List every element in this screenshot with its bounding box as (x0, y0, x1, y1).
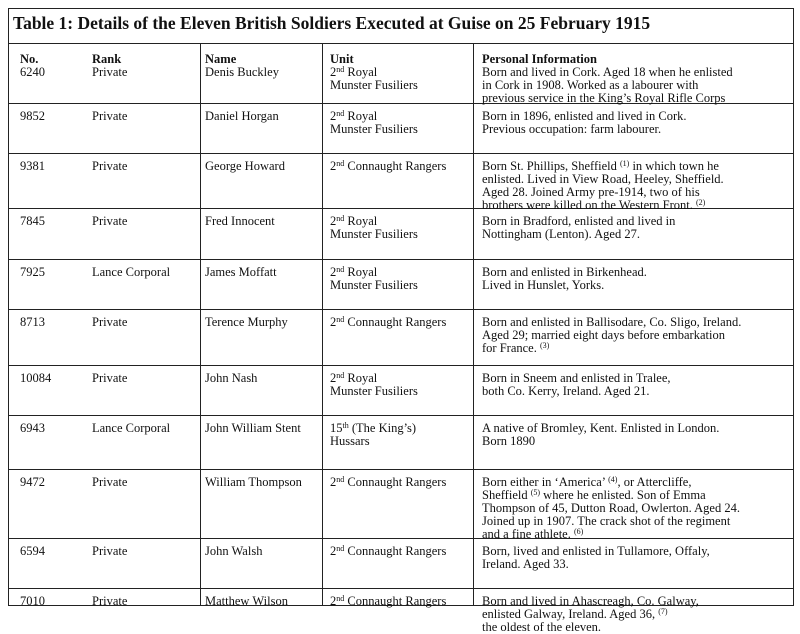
cell-personal-information: Born, lived and enlisted in Tullamore, Offaly, Ireland. Aged 33. (482, 544, 710, 571)
cell-unit: 2nd Royal Munster Fusiliers (330, 65, 418, 92)
cell-name: Daniel Horgan (205, 109, 279, 123)
row-divider (8, 588, 794, 589)
cell-unit: 2nd Connaught Rangers (330, 544, 447, 558)
column-divider (200, 43, 201, 606)
cell-rank: Private (92, 65, 128, 79)
cell-name: James Moffatt (205, 265, 277, 279)
cell-personal-information: Born either in ‘America’ $^{(4)}$, or Attercliffe, Sheffield $^{(5)}$ where he enlisted. Son of Emma Thompson of 45, Dutton Road, Owlerton. Aged 24. Joined up in 1907. The crack shot of the regiment and a fine athlete. $^{(6)}$ (482, 475, 740, 541)
cell-personal-information: Born St. Phillips, Sheffield $^{(1)}$ in which town he enlisted. Lived in View Road, Heeley, Sheffield. Aged 28. Joined Army pre-1914, two of his brothers were killed on the Western Front. $^{(2)}$ (482, 159, 724, 212)
cell-personal-information: Born and lived in Cork. Aged 18 when he enlisted in Cork in 1908. Worked as a labourer with previous service in the King’s Royal Rifle Corps (482, 65, 733, 105)
cell-personal-information: Born in Bradford, enlisted and lived in Nottingham (Lenton). Aged 27. (482, 214, 676, 241)
cell-rank: Private (92, 371, 128, 385)
cell-no: 7925 (20, 265, 45, 279)
header-unit: Unit (330, 52, 354, 66)
cell-name: John Nash (205, 371, 258, 385)
cell-no: 6594 (20, 544, 45, 558)
cell-rank: Private (92, 594, 128, 608)
row-divider (8, 469, 794, 470)
cell-personal-information: Born and enlisted in Ballisodare, Co. Sligo, Ireland. Aged 29; married eight days before embarkation for France. $^{(3)}$ (482, 315, 742, 355)
row-divider (8, 309, 794, 310)
cell-no: 9472 (20, 475, 45, 489)
cell-no: 9852 (20, 109, 45, 123)
cell-rank: Lance Corporal (92, 265, 171, 279)
row-divider (8, 153, 794, 154)
row-divider (8, 365, 794, 366)
cell-rank: Private (92, 475, 128, 489)
cell-rank: Private (92, 159, 128, 173)
cell-unit: 2nd Connaught Rangers (330, 159, 447, 173)
cell-name: Matthew Wilson (205, 594, 288, 608)
column-divider (473, 43, 474, 606)
header-rank: Rank (92, 52, 122, 66)
header-personal-information: Personal Information (482, 52, 597, 66)
cell-name: Terence Murphy (205, 315, 288, 329)
title-divider (8, 43, 794, 44)
cell-name: Fred Innocent (205, 214, 275, 228)
cell-no: 7845 (20, 214, 45, 228)
cell-unit: 2nd Connaught Rangers (330, 475, 447, 489)
cell-no: 8713 (20, 315, 45, 329)
cell-unit: 2nd Royal Munster Fusiliers (330, 265, 418, 292)
cell-rank: Private (92, 315, 128, 329)
cell-personal-information: Born in Sneem and enlisted in Tralee, both Co. Kerry, Ireland. Aged 21. (482, 371, 671, 398)
cell-personal-information: A native of Bromley, Kent. Enlisted in London. Born 1890 (482, 421, 720, 448)
cell-name: William Thompson (205, 475, 302, 489)
cell-no: 7010 (20, 594, 45, 608)
row-divider (8, 415, 794, 416)
cell-no: 6240 (20, 65, 45, 79)
cell-personal-information: Born and lived in Ahascreagh, Co. Galway, enlisted Galway, Ireland. Aged 36, $^{(7)}$ the oldest of the eleven. (482, 594, 699, 634)
header-name: Name (205, 52, 237, 66)
table-title: Table 1: Details of the Eleven British Soldiers Executed at Guise on 25 February 1915 (13, 13, 651, 33)
cell-unit: 2nd Royal Munster Fusiliers (330, 214, 418, 241)
header-no: No. (20, 52, 39, 66)
cell-no: 9381 (20, 159, 45, 173)
cell-unit: 2nd Royal Munster Fusiliers (330, 109, 418, 136)
cell-no: 10084 (20, 371, 52, 385)
cell-rank: Lance Corporal (92, 421, 171, 435)
cell-name: George Howard (205, 159, 285, 173)
cell-rank: Private (92, 109, 128, 123)
cell-name: Denis Buckley (205, 65, 279, 79)
cell-personal-information: Born in 1896, enlisted and lived in Cork. Previous occupation: farm labourer. (482, 109, 687, 136)
cell-personal-information: Born and enlisted in Birkenhead. Lived in Hunslet, Yorks. (482, 265, 647, 292)
cell-no: 6943 (20, 421, 45, 435)
column-divider (322, 43, 323, 606)
cell-unit: 2nd Connaught Rangers (330, 594, 447, 608)
cell-name: John Walsh (205, 544, 263, 558)
cell-rank: Private (92, 214, 128, 228)
row-divider (8, 259, 794, 260)
cell-unit: 2nd Connaught Rangers (330, 315, 447, 329)
cell-unit: 2nd Royal Munster Fusiliers (330, 371, 418, 398)
cell-rank: Private (92, 544, 128, 558)
cell-name: John William Stent (205, 421, 301, 435)
cell-unit: 15th (The King’s) Hussars (330, 421, 417, 448)
